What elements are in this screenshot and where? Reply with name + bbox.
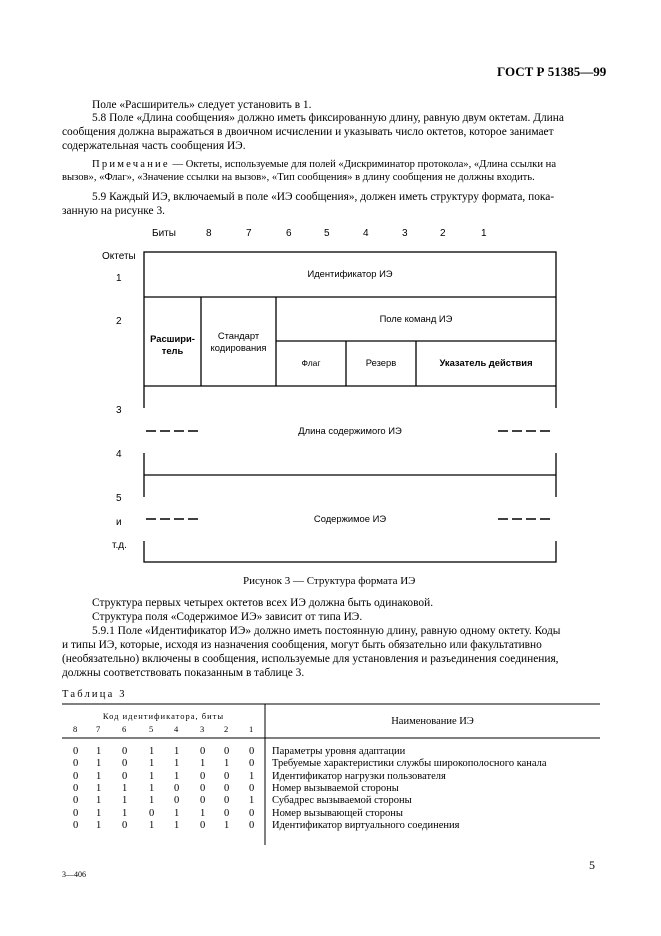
table-cell-bit: 1 [224,758,230,770]
table-cell-bit: 1 [149,770,155,782]
table-cell-bit: 1 [149,819,155,831]
table-cell-bit: 0 [149,807,155,819]
bit-8: 8 [206,228,212,239]
paragraph-extender: Поле «Расширитель» следует установить в 1. [92,99,312,111]
table-cell-bit: 1 [174,770,180,782]
table-cell-bit: 0 [200,770,206,782]
table-cell-bit: 0 [122,770,128,782]
table-cell-bit: 0 [122,746,128,757]
table-cell-bit: 0 [73,746,79,757]
paragraph-structure-content: Структура поля «Содержимое ИЭ» зависит от типа ИЭ. [92,611,363,623]
table-cell-bit: 0 [200,746,206,757]
table-cell-bit: 0 [224,807,230,819]
bit-4: 4 [363,228,369,239]
document-standard-number: ГОСТ Р 51385—99 [497,64,607,79]
table-row [62,758,602,770]
octet-2: 2 [116,316,122,327]
field-content: Содержимое ИЭ [313,513,387,524]
table-row [62,795,602,807]
table-cell-bit: 0 [122,819,128,831]
table-cell-bit: 1 [224,819,230,831]
paragraph-5-9-line2: занную на рисунке 3. [62,205,165,217]
note-label: Примечание [92,159,170,170]
coding-line1: Стандарт [217,330,260,341]
octet-and: и [116,517,122,528]
table-cell-bit: 1 [96,819,102,831]
table-row [62,746,602,758]
bit-7: 7 [246,228,252,239]
table-cell-bit: 0 [224,782,230,794]
table-3-bit-header: 1 [249,724,254,734]
bits-label: Биты [152,228,176,239]
table-cell-bit: 1 [122,807,128,819]
note-line2: вызов», «Флаг», «Значение ссылки на вызов», «Тип сообщения» в длину сообщения не должны входить. [62,172,535,183]
table-3-bit-headers [62,724,265,736]
table-cell-bit: 1 [96,795,102,807]
table-cell-bit: 0 [200,819,206,831]
field-flag: Флаг [301,358,321,368]
table-cell-bit: 1 [149,782,155,794]
table-cell-bit: 0 [200,795,206,807]
table-cell-ie-name: Идентификатор нагрузки пользователя [272,770,446,782]
page-number: 5 [589,858,595,872]
table-cell-bit: 1 [249,770,255,782]
table-3-bit-header: 6 [122,724,127,734]
table-cell-ie-name: Параметры уровня адаптации [272,746,406,757]
table-cell-bit: 1 [249,795,255,807]
field-command-field: Поле команд ИЭ [379,313,453,324]
octet-5: 5 [116,493,122,504]
extender-line1: Расшири- [150,333,195,344]
paragraph-5-9-1-line1: 5.9.1 Поле «Идентификатор ИЭ» должно иметь постоянную длину, равную одному октету. Коды [92,625,561,637]
table-row [62,808,602,820]
paragraph-5-9-1-line4: должны соответствовать показанным в таблице 3. [62,667,305,679]
paragraph-5-8-line3: содержательная часть сообщения ИЭ. [62,140,246,152]
footer-print-code: 3—406 [62,870,86,879]
table-cell-bit: 0 [224,795,230,807]
table-cell-ie-name: Требуемые характеристики службы широкополосного канала [272,758,547,770]
paragraph-5-9-line1: 5.9 Каждый ИЭ, включаемый в поле «ИЭ сообщения», должен иметь структуру формата, пока- [92,191,555,203]
table-cell-bit: 0 [73,758,79,770]
table-cell-bit: 1 [174,807,180,819]
table-cell-bit: 1 [96,758,102,770]
bit-5: 5 [324,228,330,239]
table-cell-ie-name: Субадрес вызываемой стороны [272,795,412,807]
note-text: — Октеты, используемые для полей «Дискриминатор протокола», «Длина ссылки на [169,159,557,170]
table-cell-bit: 0 [249,758,255,770]
table-cell-bit: 0 [224,770,230,782]
table-cell-bit: 0 [73,770,79,782]
octet-1: 1 [116,273,122,284]
table-cell-ie-name: Номер вызывающей стороны [272,807,403,819]
octet-4: 4 [116,449,122,460]
table-row [62,771,602,783]
table-cell-bit: 0 [122,758,128,770]
field-reserve: Резерв [365,357,397,368]
table-3-bit-header: 7 [96,724,101,734]
bit-2: 2 [440,228,446,239]
paragraph-5-9-1-line2: и типы ИЭ, которые, исходя из назначения сообщения, могут быть обязательно или факультативно [62,639,542,651]
table-cell-bit: 1 [96,746,102,757]
table-row [62,820,602,832]
table-cell-bit: 1 [149,746,155,757]
table-cell-ie-name: Номер вызываемой стороны [272,782,399,794]
table-cell-bit: 0 [73,782,79,794]
table-cell-bit: 1 [149,795,155,807]
paragraph-5-8-line2: сообщения должна выражаться в двоичном исчислении и указывать число октетов, которое занимает [62,126,554,138]
field-action-indicator: Указатель действия [439,357,533,368]
table-3-label: Таблица 3 [62,689,127,700]
table-cell-bit: 0 [249,746,255,757]
field-content-length: Длина содержимого ИЭ [298,425,402,436]
table-cell-bit: 1 [96,782,102,794]
extender-line2: тель [161,345,184,356]
table-cell-bit: 1 [174,758,180,770]
table-cell-bit: 1 [149,758,155,770]
table-3-name-header: Наименование ИЭ [391,716,474,727]
table-3-bit-header: 5 [149,724,154,734]
table-cell-ie-name: Идентификатор виртуального соединения [272,819,460,831]
bit-6: 6 [286,228,292,239]
table-cell-bit: 1 [174,819,180,831]
table-cell-bit: 0 [249,807,255,819]
table-3-bit-header: 2 [224,724,229,734]
table-cell-bit: 0 [249,782,255,794]
paragraph-structure-first: Структура первых четырех октетов всех ИЭ должна быть одинаковой. [92,597,434,609]
table-cell-bit: 0 [224,746,230,757]
table-cell-bit: 0 [174,795,180,807]
coding-line2: кодирования [210,342,267,353]
table-cell-bit: 0 [73,795,79,807]
table-3-bit-header: 3 [200,724,205,734]
table-cell-bit: 0 [200,782,206,794]
octets-label: Октеты [102,251,136,262]
table-cell-bit: 0 [174,782,180,794]
field-ie-identifier: Идентификатор ИЭ [307,268,393,279]
table-cell-bit: 0 [73,819,79,831]
bit-1: 1 [481,228,487,239]
octet-etc: т.д. [112,540,127,551]
table-cell-bit: 1 [200,758,206,770]
table-cell-bit: 1 [122,795,128,807]
table-cell-bit: 1 [96,770,102,782]
table-cell-bit: 0 [73,807,79,819]
bit-3: 3 [402,228,408,239]
figure-caption: Рисунок 3 — Структура формата ИЭ [243,575,416,587]
table-cell-bit: 1 [96,807,102,819]
table-cell-bit: 0 [249,819,255,831]
paragraph-5-8-line1: 5.8 Поле «Длина сообщения» должно иметь фиксированную длину, равную двум октетам. Длина [92,112,564,124]
paragraph-5-9-1-line3: (необязательно) включены в сообщения, используемые для установления и разъединения соединения, [62,653,559,665]
table-3-code-header: Код идентификатора, биты [102,711,225,721]
table-cell-bit: 1 [122,782,128,794]
table-cell-bit: 1 [200,807,206,819]
table-3-bit-header: 8 [73,724,78,734]
table-3-bit-header: 4 [174,724,179,734]
table-row [62,783,602,795]
table-cell-bit: 1 [174,746,180,757]
octet-3: 3 [116,405,122,416]
